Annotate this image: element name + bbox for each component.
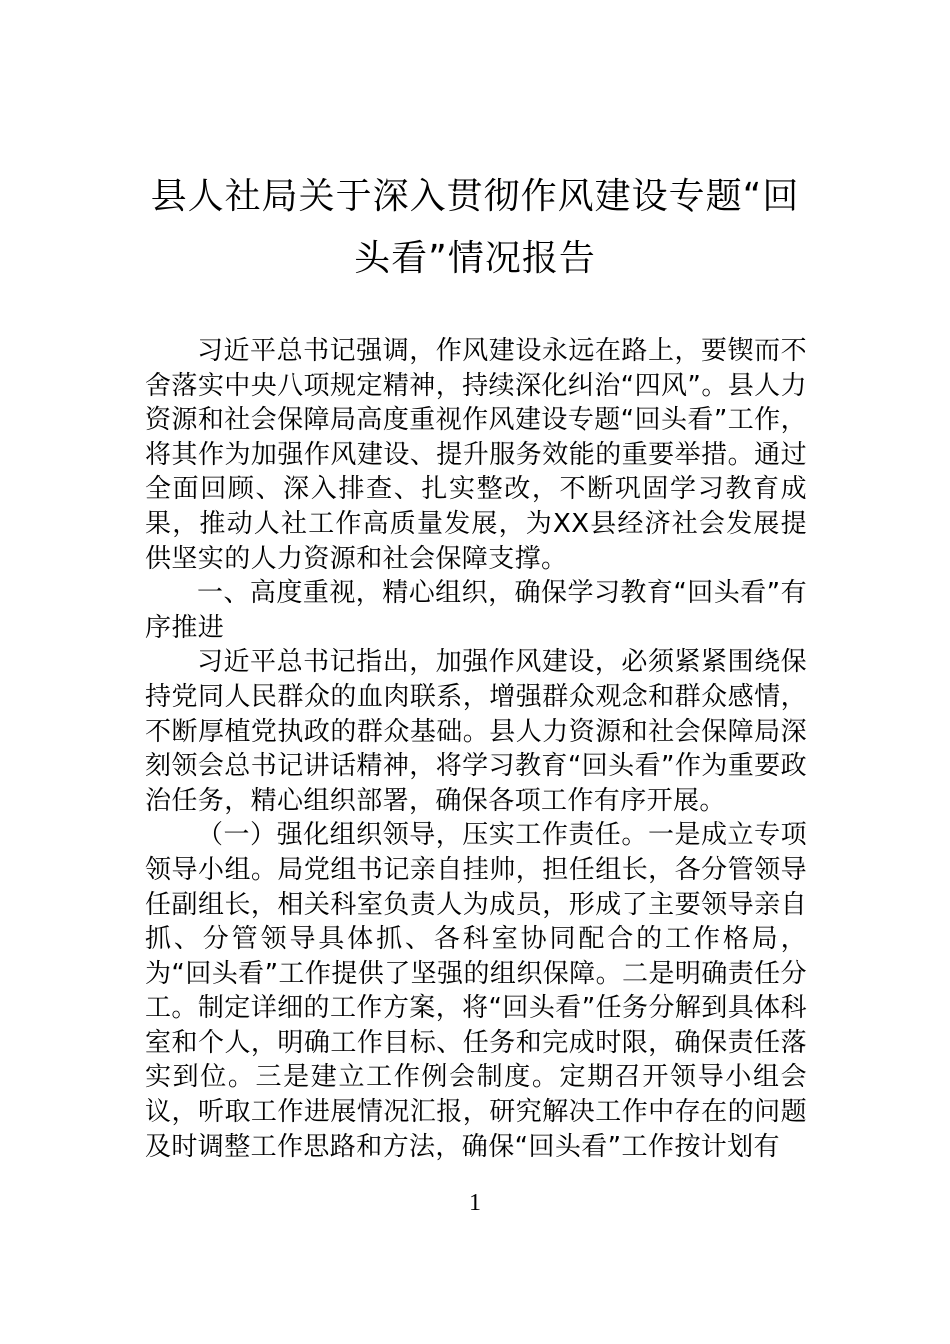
page-number: 1 [469,1190,481,1216]
document-body [145,334,807,1164]
section-heading-1: 一、高度重视，精心组织，确保学习教育“回头看”有序推进 [145,578,807,643]
subsection-1-paragraph: （一）强化组织领导，压实工作责任。一是成立专项领导小组。局党组书记亲自挂帅，担任组长，各分管领导任副组长，相关科室负责人为成员，形成了主要领导亲自抓、分管领导具体抓、各科室协同配合的工作格局，为“回头看”工作提供了坚强的组织保障。二是明确责任分工。制定详细的工作方案，将“回头看”任务分解到具体科室和个人，明确工作目标、任务和完成时限，确保责任落实到位。三是建立工作例会制度。定期召开领导小组会议，听取工作进展情况汇报，研究解决工作中存在的问题及时调整工作思路和方法，确保“回头看”工作按计划有 [145,820,807,1162]
section-1-paragraph: 习近平总书记指出，加强作风建设，必须紧紧围绕保持党同人民群众的血肉联系，增强群众观念和群众感情，不断厚植党执政的群众基础。县人力资源和社会保障局深刻领会总书记讲话精神，将学习教育“回头看”作为重要政治任务，精心组织部署，确保各项工作有序开展。 [145,647,807,816]
intro-paragraph: 习近平总书记强调，作风建设永远在路上，要锲而不舍落实中央八项规定精神，持续深化纠治“四风”。县人力资源和社会保障局高度重视作风建设专题“回头看”工作，将其作为加强作风建设、提升服务效能的重要举措。通过全面回顾、深入排查、扎实整改，不断巩固学习教育成果，推动人社工作高质量发展，为XX县经济社会发展提供坚实的人力资源和社会保障支撑。 [145,336,807,574]
document-title: 县人社局关于深入贯彻作风建设专题“回头看”情况报告 [150,176,800,279]
